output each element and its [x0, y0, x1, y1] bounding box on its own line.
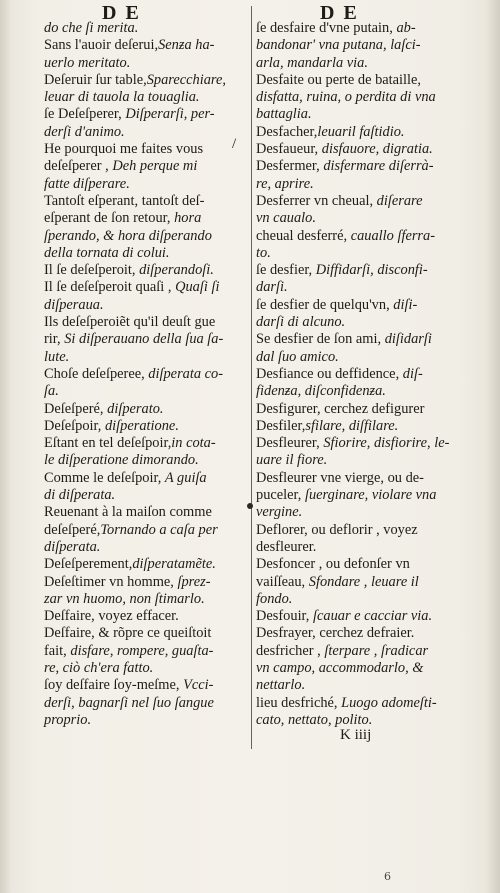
dictionary-entry [44, 314, 248, 366]
entry-line [256, 643, 462, 660]
italian-translation: Deh perque mi [112, 158, 198, 175]
dictionary-entry [44, 435, 248, 470]
entry-line [44, 556, 248, 573]
dictionary-entry [256, 193, 462, 228]
entry-line [44, 331, 248, 348]
entry-line [256, 314, 462, 331]
italian-translation: re, ciò ch'era fatto. [44, 659, 154, 676]
french-term: Il ſe deſeſperoit, [44, 262, 140, 279]
dictionary-entry [256, 124, 462, 141]
entry-line [44, 643, 248, 660]
entry-line [256, 89, 462, 106]
french-term: puceler, [256, 487, 305, 504]
french-term: Sans l'auoir deſerui, [44, 37, 159, 54]
entry-line [256, 470, 462, 487]
italian-translation: diſerare [376, 192, 423, 209]
french-term: deſeſperé, [44, 521, 101, 538]
dictionary-entry [44, 677, 248, 729]
italian-translation: cato, nettato, polito. [256, 711, 373, 728]
dictionary-entry [44, 279, 248, 314]
italian-translation: uerlo meritato. [44, 54, 131, 71]
french-term: vaiſſeau, [256, 573, 309, 590]
french-term: Il ſe deſeſperoit quaſi , [44, 279, 176, 296]
french-term: ſe desfier de quelqu'vn, [256, 296, 394, 313]
entry-line [256, 522, 462, 539]
italian-translation: diſ- [402, 365, 423, 382]
entry-line [44, 55, 248, 72]
french-term: Desfaite ou perte de bataille, [256, 71, 422, 88]
italian-translation: re, aprire. [256, 175, 314, 192]
entry-line [256, 591, 462, 608]
dictionary-entry [256, 366, 462, 401]
dictionary-entry [256, 643, 462, 695]
entry-line [256, 625, 462, 642]
entry-line [44, 20, 248, 37]
italian-translation: to. [256, 244, 271, 261]
entry-line [44, 349, 248, 366]
french-term: Desfermer, [256, 158, 324, 175]
dictionary-entry [256, 297, 462, 332]
dictionary-entry [256, 625, 462, 642]
dictionary-entry [44, 262, 248, 279]
entry-line [256, 279, 462, 296]
dictionary-entry [256, 72, 462, 124]
dictionary-entry [44, 401, 248, 418]
entry-line [256, 141, 462, 158]
entry-line [44, 695, 248, 712]
entry-line [44, 660, 248, 677]
entry-line [256, 124, 462, 141]
italian-translation: della tornata di colui. [44, 244, 170, 261]
entry-line [256, 383, 462, 400]
entry-line [44, 141, 248, 158]
italian-translation: lute. [44, 348, 70, 365]
entry-line [256, 297, 462, 314]
right-column [256, 20, 462, 729]
italian-translation: vergine. [256, 504, 303, 521]
dictionary-entry [44, 366, 248, 401]
entry-line [44, 262, 248, 279]
entry-line [256, 158, 462, 175]
italian-translation: arla, mandarla via. [256, 54, 368, 71]
italian-translation: Luogo adomeſti- [341, 694, 437, 711]
italian-translation: diſi- [393, 296, 418, 313]
italian-translation: fondo. [256, 590, 293, 607]
italian-translation: cauallo ſferra- [350, 227, 436, 244]
italian-translation: Si diſperauano della ſua ſa- [64, 331, 224, 348]
entry-line [44, 245, 248, 262]
french-term: Desfrayer, cerchez defraier. [256, 625, 415, 642]
french-term: Deſeſperement, [44, 556, 133, 573]
french-term: Choſe deſeſperee, [44, 365, 149, 382]
french-term: Tantoſt eſperant, tantoſt deſ- [44, 192, 205, 209]
french-term: Eſtant en tel deſeſpoir, [44, 435, 172, 452]
dictionary-entry [44, 106, 248, 141]
french-term: Desfoncer , ou defonſer vn [256, 556, 410, 573]
entry-line [44, 228, 248, 245]
dictionary-entry [44, 608, 248, 625]
page-right-edge-shadow [486, 0, 500, 893]
entry-line [256, 452, 462, 469]
entry-line [44, 608, 248, 625]
french-term: Desfigurer, cerchez defigurer [256, 400, 425, 417]
entry-line [44, 625, 248, 642]
italian-translation: in cota- [171, 435, 216, 452]
french-term: Desfiler, [256, 417, 306, 434]
entry-line [44, 89, 248, 106]
italian-translation: diſperato. [107, 400, 164, 417]
entry-line [44, 158, 248, 175]
entry-line [256, 435, 462, 452]
dictionary-entry [256, 608, 462, 625]
italian-translation: leuaril faſtidio. [317, 123, 405, 140]
running-head-left: D E [102, 2, 141, 24]
entry-line [256, 228, 462, 245]
dictionary-entry [256, 158, 462, 193]
entry-line [44, 522, 248, 539]
entry-line [44, 297, 248, 314]
entry-line [256, 574, 462, 591]
italian-translation: sfilare, diſfilare. [305, 417, 399, 434]
french-term: Desferrer vn cheual, [256, 192, 377, 209]
entry-line [256, 401, 462, 418]
italian-translation: diſperatamẽte. [132, 556, 216, 573]
italian-translation: ſuerginare, violare vna [304, 487, 437, 504]
dictionary-entry [44, 504, 248, 556]
italian-translation: fidenƶa, diſconfidenƶa. [256, 383, 386, 400]
italian-translation: Sparecchiare, [146, 71, 226, 88]
italian-translation: ſprez- [177, 573, 211, 590]
signature-mark: K iiij [340, 727, 372, 743]
italian-translation: diſidarſi [384, 331, 432, 348]
entry-line [44, 314, 248, 331]
entry-line [256, 695, 462, 712]
italian-translation: disfatta, ruina, o perdita di vna [256, 89, 436, 106]
entry-line [44, 210, 248, 227]
italian-translation: darſi di alcuno. [256, 314, 346, 331]
italian-translation: ſperando, & hora diſperando [44, 227, 212, 244]
italian-translation: derſi d'animo. [44, 123, 125, 140]
italian-translation: leuar di tauola la touaglia. [44, 89, 200, 106]
french-term: rir, [44, 331, 65, 348]
french-term: deſeſperer , [44, 158, 113, 175]
italian-translation: Diſperarſi, per- [125, 106, 215, 123]
italian-translation: uare il fiore. [256, 452, 328, 469]
french-term: Deſeſperé, [44, 400, 108, 417]
dictionary-entry [44, 625, 248, 677]
entry-line [256, 539, 462, 556]
italian-translation: diſperatione. [104, 417, 179, 434]
dictionary-entry [44, 193, 248, 262]
entry-line [44, 106, 248, 123]
running-head-right: D E [320, 2, 359, 24]
entry-line [256, 72, 462, 89]
dictionary-entry [256, 262, 462, 297]
entry-line [44, 37, 248, 54]
french-term: Se desfier de ſon ami, [256, 331, 385, 348]
entry-line [256, 193, 462, 210]
entry-line [44, 435, 248, 452]
french-term: desfricher , [256, 642, 325, 659]
italian-translation: diſperandoſi. [139, 262, 214, 279]
dictionary-entry [44, 470, 248, 505]
french-term: Deflorer, ou deflorir , voyez [256, 521, 418, 538]
italian-translation: zar vn huomo, non ſtimarlo. [44, 590, 205, 607]
entry-line [256, 176, 462, 193]
entry-line [256, 245, 462, 262]
entry-line [44, 124, 248, 141]
dictionary-entry [44, 556, 248, 573]
italian-translation: disfare, rompere, guaſta- [70, 642, 214, 659]
french-term: desfleurer. [256, 538, 317, 555]
italian-translation: ſterpare , ſradicar [324, 642, 429, 659]
italian-translation: hora [174, 210, 202, 227]
french-term: Deſfaire, & rõpre ce queiſtoit [44, 625, 212, 642]
entry-line [256, 331, 462, 348]
entry-line [44, 504, 248, 521]
dictionary-entry [44, 37, 248, 72]
entry-line [44, 72, 248, 89]
italian-translation: Quaſi ſi [175, 279, 220, 296]
entry-line [44, 176, 248, 193]
italian-translation: proprio. [44, 711, 92, 728]
entry-line [44, 452, 248, 469]
entry-line [256, 349, 462, 366]
entry-line [256, 366, 462, 383]
entry-line [256, 556, 462, 573]
italian-translation: Vcci- [183, 677, 214, 694]
french-term: Desfiance ou deffidence, [256, 365, 403, 382]
french-term: lieu desfriché, [256, 694, 342, 711]
dictionary-entry [256, 331, 462, 366]
french-term: Desfleurer, [256, 435, 324, 452]
dictionary-entry [256, 556, 462, 608]
italian-translation: vn caualo. [256, 210, 316, 227]
italian-translation: diſperaua. [44, 296, 104, 313]
french-term: Deſeruir ſur table, [44, 71, 147, 88]
french-term: fait, [44, 642, 71, 659]
dictionary-entry [256, 418, 462, 435]
entry-line [256, 20, 462, 37]
french-term: Desfaueur, [256, 141, 322, 158]
entry-line [256, 37, 462, 54]
dictionary-entry [256, 401, 462, 418]
italian-translation: do che ſi merita. [44, 20, 139, 36]
page-left-edge-shadow [0, 0, 12, 893]
italian-translation: battaglia. [256, 106, 312, 123]
french-term: ſe desfaire d'vne putain, [256, 20, 397, 36]
italian-translation: di diſperata. [44, 487, 116, 504]
dictionary-entry [256, 522, 462, 557]
entry-line [44, 401, 248, 418]
french-term: eſperant de ſon retour, [44, 210, 175, 227]
entry-line [256, 608, 462, 625]
french-term: Desfleurer vne vierge, ou de- [256, 469, 424, 486]
french-term: Ils deſeſperoiẽt qu'il deuſt gue [44, 314, 216, 331]
dictionary-entry [44, 418, 248, 435]
italian-translation: Tornando a caſa per [100, 521, 218, 538]
entry-line [44, 677, 248, 694]
french-term: ſoy deſfaire ſoy-meſme, [44, 677, 184, 694]
entry-line [44, 712, 248, 729]
dictionary-entry [44, 574, 248, 609]
french-term: Deſeſtimer vn homme, [44, 573, 178, 590]
dictionary-entry [44, 20, 248, 37]
french-term: Deſeſpoir, [44, 417, 105, 434]
dictionary-entry [256, 141, 462, 158]
italian-translation: diſperata. [44, 538, 101, 555]
italian-translation: dal ſuo amico. [256, 348, 339, 365]
italian-translation: ab- [396, 20, 416, 36]
entry-line [44, 193, 248, 210]
entry-line [44, 383, 248, 400]
dictionary-entry [256, 435, 462, 470]
italian-translation: ſa. [44, 383, 59, 400]
entry-line [44, 470, 248, 487]
entry-line [44, 591, 248, 608]
italian-translation: nettarlo. [256, 677, 306, 694]
entry-line [44, 574, 248, 591]
french-term: Desfacher, [256, 123, 318, 140]
entry-line [256, 210, 462, 227]
italian-translation: ſcauar e cacciar via. [312, 608, 433, 625]
entry-line [256, 106, 462, 123]
column-divider [251, 6, 252, 749]
italian-translation: vn campo, accommodarlo, & [256, 659, 424, 676]
french-term: Reuenant à la maiſon comme [44, 504, 212, 521]
italian-translation: Senƶa ha- [158, 37, 215, 54]
french-term: He pourquoi me faites vous [44, 141, 204, 158]
french-term: ſe desfier, [256, 262, 316, 279]
entry-line [256, 487, 462, 504]
entry-line [256, 504, 462, 521]
entry-line [256, 418, 462, 435]
italian-translation: A guiſa [164, 469, 207, 486]
entry-line [256, 262, 462, 279]
margin-dot [247, 503, 253, 509]
french-term: Desfouir, [256, 608, 313, 625]
entry-line [44, 366, 248, 383]
left-column [44, 20, 248, 729]
italian-translation: diſperata co- [148, 365, 224, 382]
dictionary-entry [256, 20, 462, 72]
french-term: cheual desferré, [256, 227, 351, 244]
italian-translation: disfermare diſerrà- [323, 158, 434, 175]
entry-line [256, 55, 462, 72]
entry-line [256, 677, 462, 694]
entry-line [44, 418, 248, 435]
italian-translation: Sfiorire, disfiorire, le- [323, 435, 450, 452]
italian-translation: le diſperatione dimorando. [44, 452, 199, 469]
italian-translation: Diffidarſi, disconfi- [315, 262, 428, 279]
italian-translation: fatte diſperare. [44, 175, 130, 192]
stray-mark: / [232, 136, 237, 152]
dictionary-entry [256, 695, 462, 730]
french-term: Deſfaire, voyez effacer. [44, 608, 179, 625]
entry-line [44, 279, 248, 296]
dictionary-entry [256, 470, 462, 522]
italian-translation: disfauore, digratia. [321, 141, 433, 158]
entry-line [44, 539, 248, 556]
dictionary-entry [256, 228, 462, 263]
entry-line [256, 660, 462, 677]
italian-translation: derſi, bagnarſi nel ſuo ſangue [44, 694, 214, 711]
italian-translation: bandonar' vna putana, laſci- [256, 37, 421, 54]
dictionary-entry [44, 72, 248, 107]
french-term: Comme le deſeſpoir, [44, 469, 165, 486]
dictionary-entry [44, 141, 248, 193]
page-bottom-mark: 6 [384, 870, 391, 883]
italian-translation: darſi. [256, 279, 288, 296]
italian-translation: Sfondare , leuare il [308, 573, 419, 590]
french-term: ſe Deſeſperer, [44, 106, 126, 123]
entry-line [44, 487, 248, 504]
